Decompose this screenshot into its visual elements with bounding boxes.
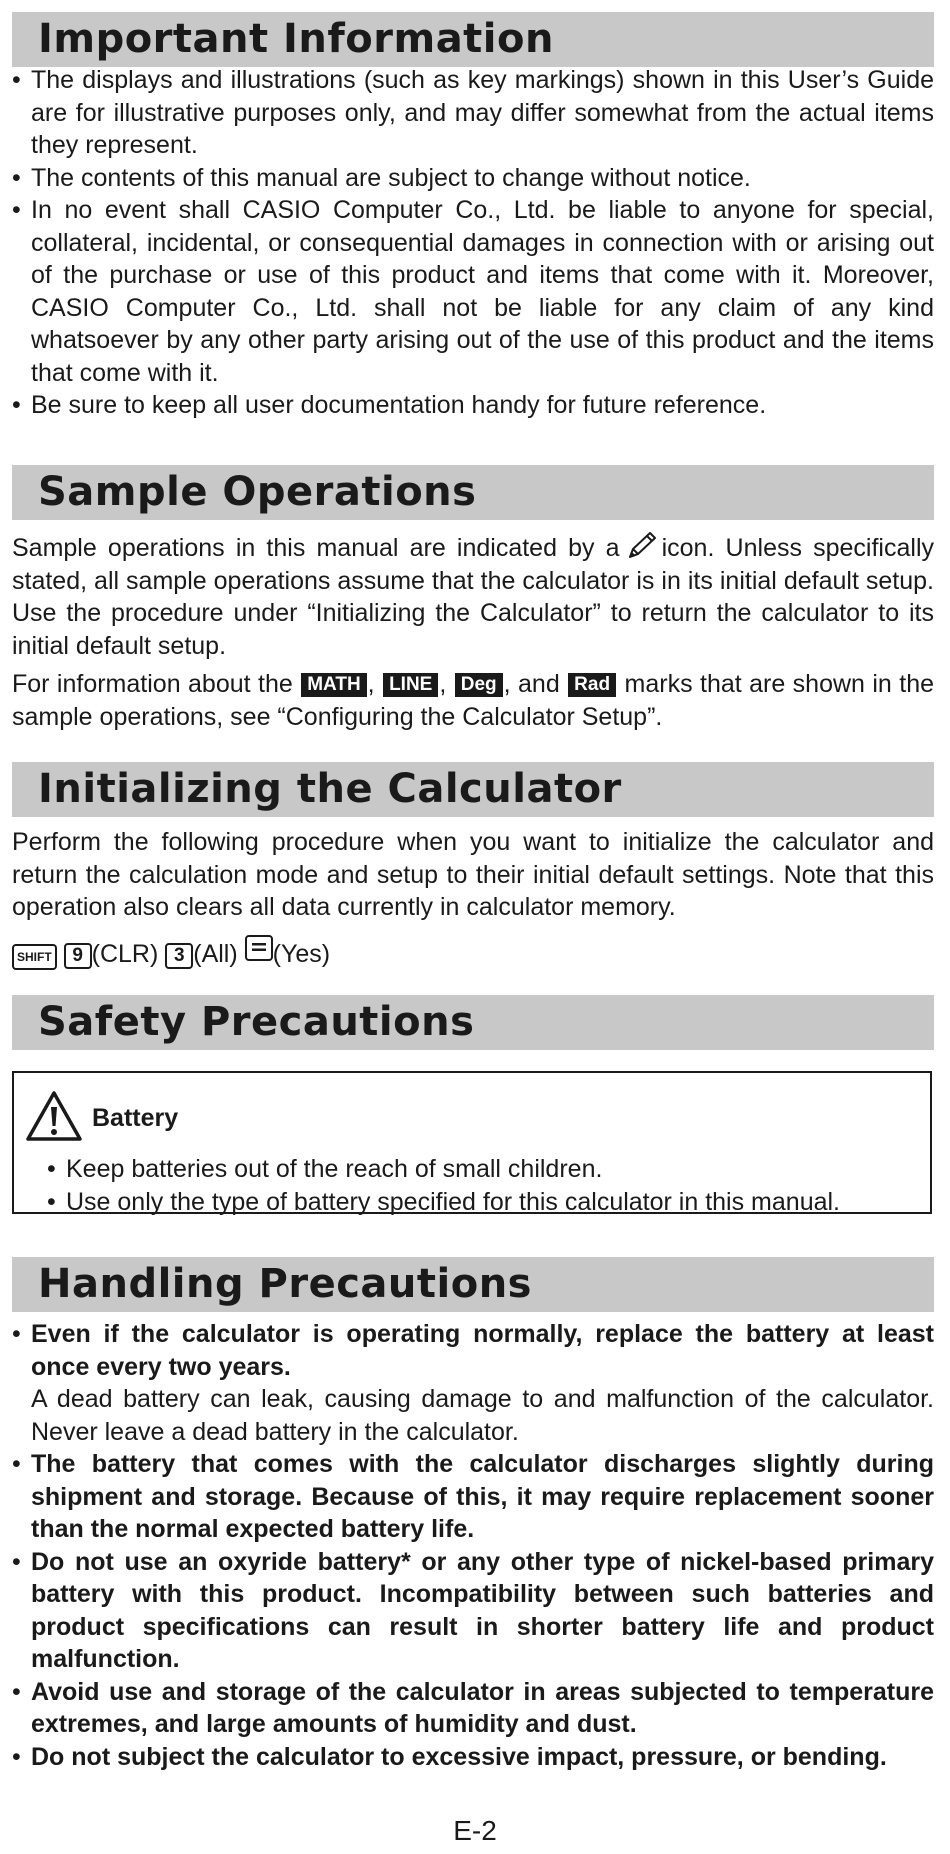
- rad-mark: Rad: [568, 673, 616, 697]
- list-item: • Do not use an oxyride battery* or any other type of nickel-based primary battery with this product. Incompatibility between such batteries and product specifications can result in shorter battery life and product malfunction.: [12, 1546, 934, 1676]
- section-heading-handling: [12, 1257, 934, 1312]
- deg-mark: Deg: [455, 673, 503, 697]
- init-key-sequence: SHIFT 9 (CLR) 3 (All) (Yes): [12, 935, 934, 970]
- list-item: • The battery that comes with the calculator discharges slightly during shipment and storage. Because of this, it may require replacement sooner than the normal expected battery life.: [12, 1448, 934, 1546]
- list-item: • Do not subject the calculator to excessive impact, pressure, or bending.: [12, 1741, 934, 1774]
- list-item: • Avoid use and storage of the calculator in areas subjected to temperature extremes, and large amounts of humidity and dust.: [12, 1676, 934, 1741]
- warning-triangle-icon: [24, 1089, 84, 1143]
- pencil-icon: [624, 530, 658, 562]
- list-item: • Use only the type of battery specified for this calculator in this manual.: [47, 1186, 927, 1219]
- line-mark: LINE: [383, 673, 438, 697]
- init-paragraph: Perform the following procedure when you want to initialize the calculator and return the calculation mode and setup to their initial default settings. Note that this operation also clears all data currently in calculator memory.: [12, 828, 934, 921]
- list-item: • The displays and illustrations (such as key markings) shown in this User’s Guide are for illustrative purposes only, and may differ somewhat from the actual items they represent.: [12, 64, 934, 162]
- heading-text: Safety Precautions: [38, 999, 475, 1045]
- sample-paragraph-1: Sample operations in this manual are indicated by a icon. Unless specifically stated, all sample operations assume that the calculator is in its initial default setup. Use the procedure under “Initializing the Calculator” to return the calculator to its initial default setup.: [12, 530, 934, 662]
- list-item: • In no event shall CASIO Computer Co., Ltd. be liable to anyone for special, collateral, incidental, or consequential damages in connection with or arising out of the purchase or use of this product and items that come with it. Moreover, CASIO Computer Co., Ltd. shall not be liable for any claim of any kind whatsoever by any other party arising out of the use of this product and the items that come with it.: [12, 194, 934, 389]
- battery-title: Battery: [92, 1104, 179, 1132]
- page-number: E-2: [453, 1815, 497, 1846]
- shift-key: SHIFT: [12, 944, 57, 970]
- battery-list: [47, 1153, 927, 1218]
- list-item: • Be sure to keep all user documentation handy for future reference.: [12, 389, 934, 422]
- handling-list: [12, 1318, 934, 1773]
- heading-text: Important Information: [38, 16, 554, 62]
- math-mark: MATH: [301, 673, 366, 697]
- sample-paragraph-2: For information about the MATH , LINE , Deg , and Rad marks that are shown in the sample operations, see “Configuring the Calculator Setup”.: [12, 670, 935, 731]
- heading-text: Handling Precautions: [38, 1261, 532, 1307]
- list-item: • Even if the calculator is operating normally, replace the battery at least once every two years. A dead battery can leak, causing damage to and malfunction of the calculator. Never leave a dead battery in the calculator.: [12, 1318, 934, 1448]
- heading-text: Initializing the Calculator: [38, 766, 622, 812]
- important-list: [12, 64, 934, 422]
- key-3: 3: [165, 943, 193, 969]
- section-heading-important: [12, 12, 934, 67]
- equals-icon: [251, 940, 267, 954]
- equals-key: [245, 935, 273, 961]
- section-heading-safety: [12, 995, 934, 1050]
- key-9: 9: [64, 943, 92, 969]
- list-item: • Keep batteries out of the reach of small children.: [47, 1153, 927, 1186]
- section-heading-sample: [12, 465, 934, 520]
- battery-warning-box: [12, 1071, 932, 1214]
- list-item: • The contents of this manual are subject to change without notice.: [12, 162, 934, 195]
- section-heading-init: [12, 762, 934, 817]
- heading-text: Sample Operations: [38, 469, 477, 515]
